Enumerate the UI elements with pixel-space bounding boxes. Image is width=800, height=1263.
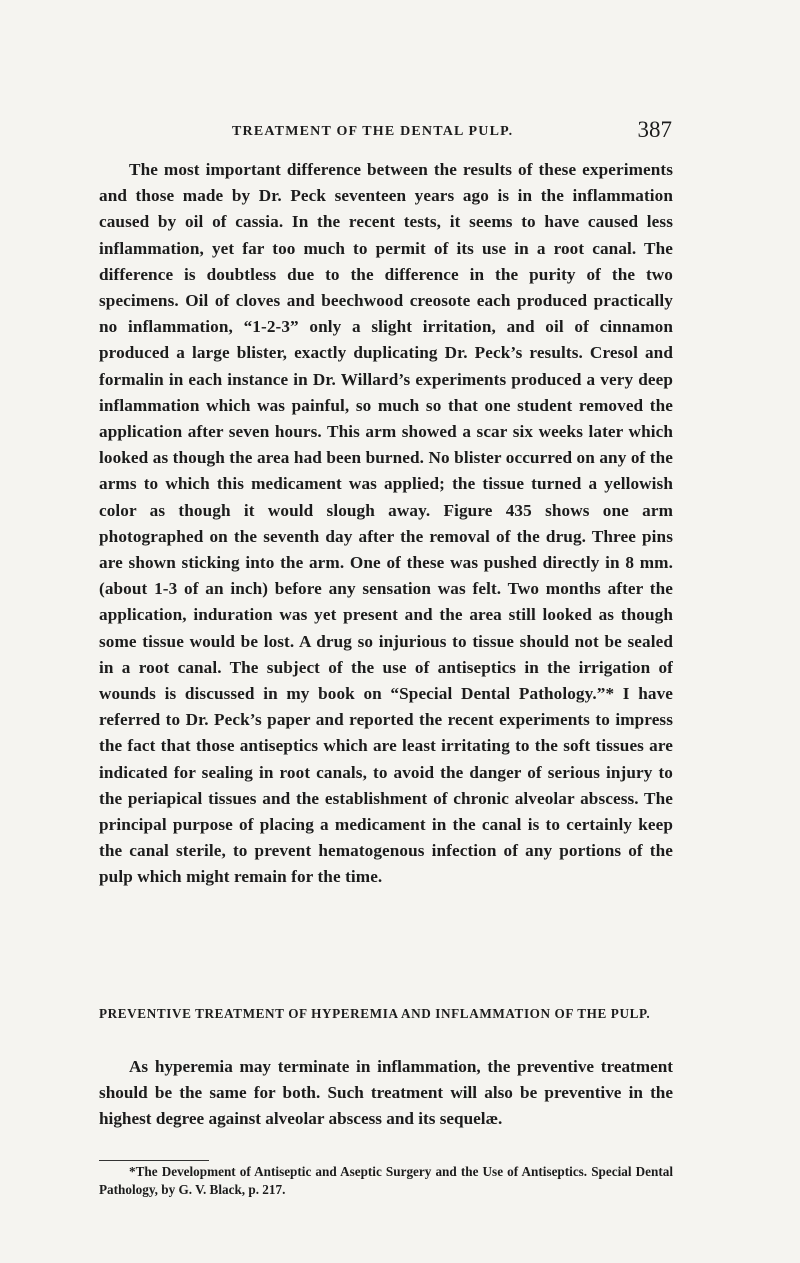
running-header: TREATMENT OF THE DENTAL PULP. xyxy=(232,124,514,139)
body-paragraph: The most important difference between the results of these experiments and those made by Dr. Peck seventeen years ago is in the inflammation caused by oil of cassia. In the recent tests, it seems to have caused less inflammation, yet far too much to permit of its use in a root canal. The difference is doubtless due to the difference in the purity of the two specimens. Oil of cloves and beechwood creosote each produced practically no inflammation, “1-2-3” only a slight irritation, and oil of cinnamon produced a large blister, exactly duplicating Dr. Peck’s results. Cresol and formalin in each instance in Dr. Willard’s experiments produced a very deep inflammation which was painful, so much so that one student removed the application after seven hours. This arm showed a scar six weeks later which looked as though the area had been burned. No blister occurred on any of the arms to which this medicament was applied; the tissue turned a yellowish color as though it would slough away. Figure 435 shows one arm photographed on the seventh day after the removal of the drug. Three pins are shown sticking into the arm. One of these was pushed directly in 8 mm. (about 1-3 of an inch) before any sensation was felt. Two months after the application, induration was yet present and the area still looked as though some tissue would be lost. A drug so injurious to tissue should not be sealed in a root canal. The subject of the use of antiseptics in the irrigation of wounds is discussed in my book on “Special Dental Pathology.”* I have referred to Dr. Peck’s paper and reported the recent experiments to impress the fact that those antiseptics which are least irritating to the soft tissues are indicated for sealing in root canals, to avoid the danger of serious injury to the periapical tissues and the establishment of chronic alveolar abscess. The principal purpose of placing a medicament in the canal is to certainly keep the canal sterile, to prevent hematogenous infection of any portions of the pulp which might remain for the time. xyxy=(99,160,673,887)
footnote: *The Development of Antiseptic and Aseptic Surgery and the Use of Antiseptics. Special Dental Pathology, by G. V. Black, p. 217. xyxy=(99,1164,673,1197)
section-paragraph: As hyperemia may terminate in inflammation, the preventive treatment should be the same for both. Such treatment will also be preventive in the highest degree against alveolar abscess and its sequelæ. xyxy=(99,1057,673,1129)
page-number: 387 xyxy=(637,117,672,142)
footnote-divider xyxy=(99,1160,209,1161)
section-heading: PREVENTIVE TREATMENT OF HYPEREMIA AND INFLAMMATION OF THE PULP. xyxy=(99,1006,651,1021)
